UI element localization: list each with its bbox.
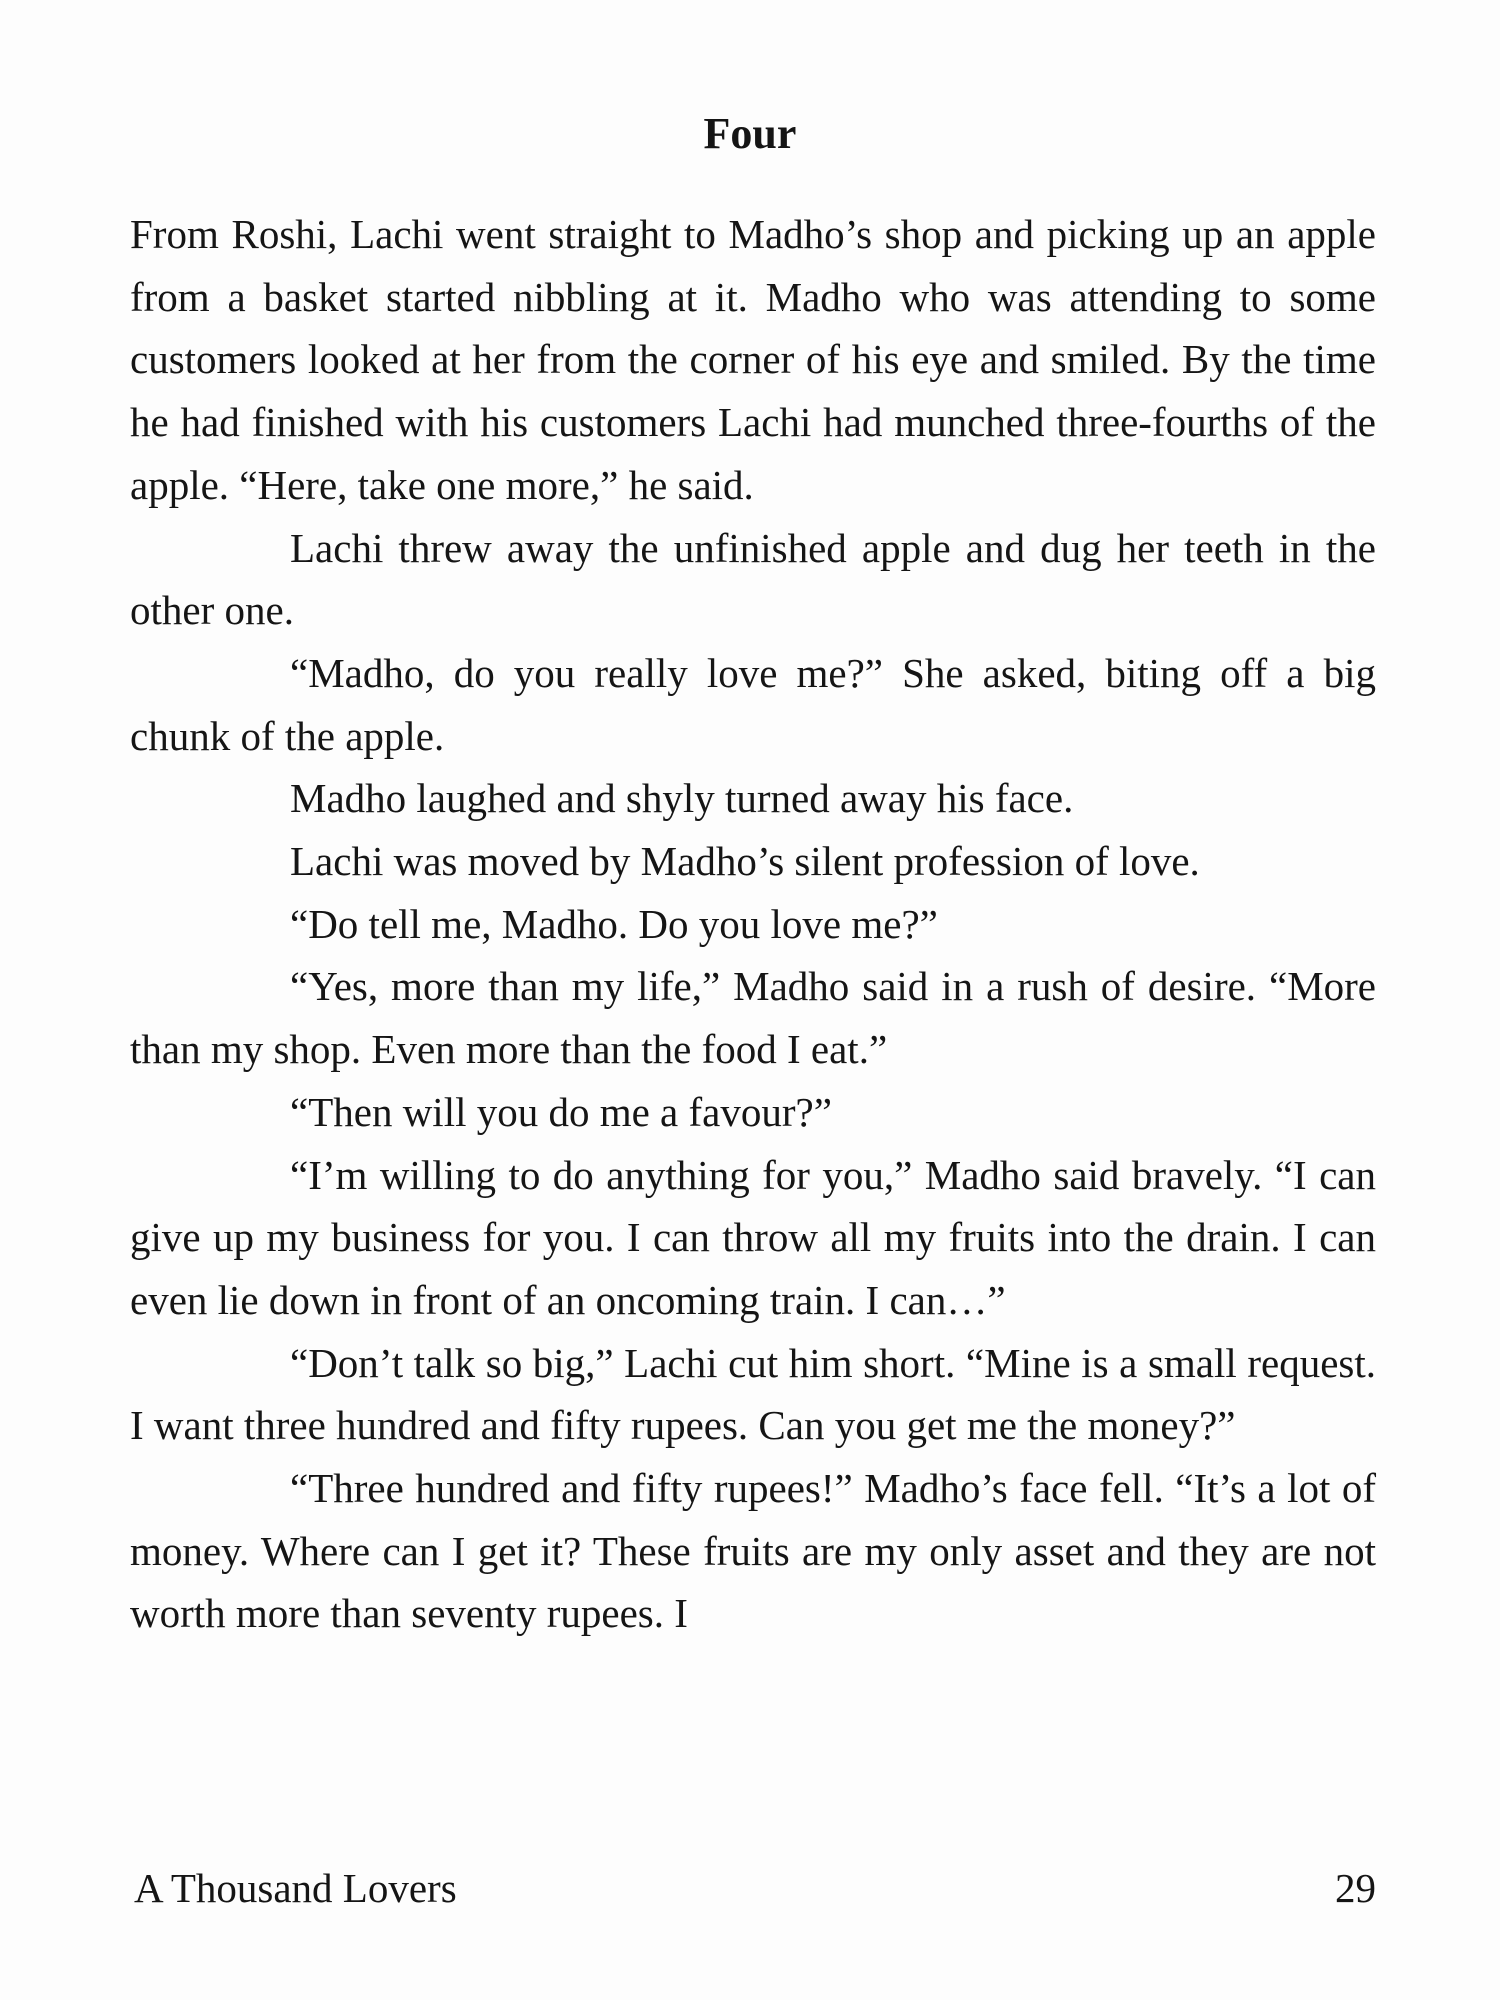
paragraph-5: Lachi was moved by Madho’s silent profession of love. — [290, 838, 1200, 885]
chapter-title: Four — [703, 109, 797, 159]
paragraph-1: From Roshi, Lachi went straight to Madho’s shop and picking up an apple from a basket started nibbling at it. Madho who was attending to some customers looked at her from the corner of his eye and smiled. By the time he had finished with his customers Lachi had munched three-fourths of the apple. “Here, take one more,” he said. — [130, 211, 1376, 508]
body-text — [130, 203, 1376, 1645]
paragraph-2: Lachi threw away the unfinished apple and dug her teeth in the other one. — [130, 524, 1376, 634]
paragraph-11: “Three hundred and fifty rupees!” Madho’s face fell. “It’s a lot of money. Where can I get it? These fruits are my only asset and they are not worth more than seventy rupees. I — [130, 1465, 1376, 1637]
paragraph-7: “Yes, more than my life,” Madho said in a rush of desire. “More than my shop. Even more than the food I eat.” — [130, 963, 1376, 1073]
paragraph-8: “Then will you do me a favour?” — [290, 1088, 832, 1135]
page-footer — [130, 1860, 1376, 1916]
paragraph-3: “Madho, do you really love me?” She asked, biting off a big chunk of the apple. — [130, 649, 1376, 759]
paragraph-6: “Do tell me, Madho. Do you love me?” — [290, 900, 938, 947]
paragraph-9: “I’m willing to do anything for you,” Madho said bravely. “I can give up my business for you. I can throw all my fruits into the drain. I can even lie down in front of an oncoming train. I can…” — [130, 1151, 1376, 1323]
paragraph-10: “Don’t talk so big,” Lachi cut him short. “Mine is a small request. I want three hundred and fifty rupees. Can you get me the money?” — [130, 1339, 1376, 1449]
page-number: 29 — [1335, 1865, 1376, 1911]
paragraph-4: Madho laughed and shyly turned away his face. — [290, 775, 1074, 822]
footer-book-title: A Thousand Lovers — [134, 1865, 457, 1911]
